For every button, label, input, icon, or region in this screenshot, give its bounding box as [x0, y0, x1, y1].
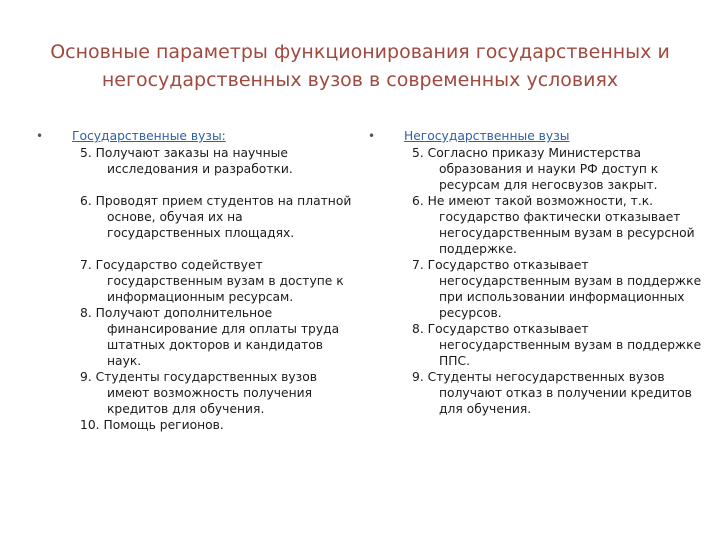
slide-title — [20, 38, 700, 94]
title-line-1: Основные параметры функционирования государственных и — [50, 41, 670, 63]
title-line-2: негосударственных вузов в современных условиях — [101, 69, 619, 91]
list-item: 9. Студенты государственных вузов имеют возможность получения кредитов для обучения. — [80, 370, 317, 416]
bullet-right: • — [368, 129, 376, 143]
list-item: 8. Получают дополнительное финансирование для оплаты труда штатных докторов и кандидатов наук. — [80, 306, 340, 368]
list-item: 5. Получают заказы на научные исследования и разработки. — [80, 146, 293, 176]
private-universities-heading: Негосударственные вузы — [404, 129, 570, 143]
private-universities-column — [368, 128, 708, 417]
list-item: 9. Студенты негосударственных вузов получают отказ в получении кредитов для обучения. — [412, 370, 692, 416]
list-item: 5. Согласно приказу Министерства образования и науки РФ доступ к ресурсам для негосвузов закрыт. — [412, 146, 659, 192]
state-universities-heading: Государственные вузы: — [72, 129, 226, 143]
list-item: 6. Проводят прием студентов на платной основе, обучая их на государственных площадях. — [80, 194, 352, 240]
list-item: 7. Государство содействует государственным вузам в доступе к информационным ресурсам. — [80, 258, 344, 304]
list-item: 7. Государство отказывает негосударственным вузам в поддержке при использовании информационных ресурсов. — [412, 258, 702, 320]
bullet-left: • — [36, 129, 44, 143]
list-item: 10. Помощь регионов. — [80, 418, 224, 432]
state-universities-column — [36, 128, 356, 433]
list-item: 8. Государство отказывает негосударственным вузам в поддержке ППС. — [412, 322, 702, 368]
list-item: 6. Не имеют такой возможности, т.к. государство фактически отказывает негосударственным вузам в ресурсной поддержке. — [412, 194, 695, 256]
